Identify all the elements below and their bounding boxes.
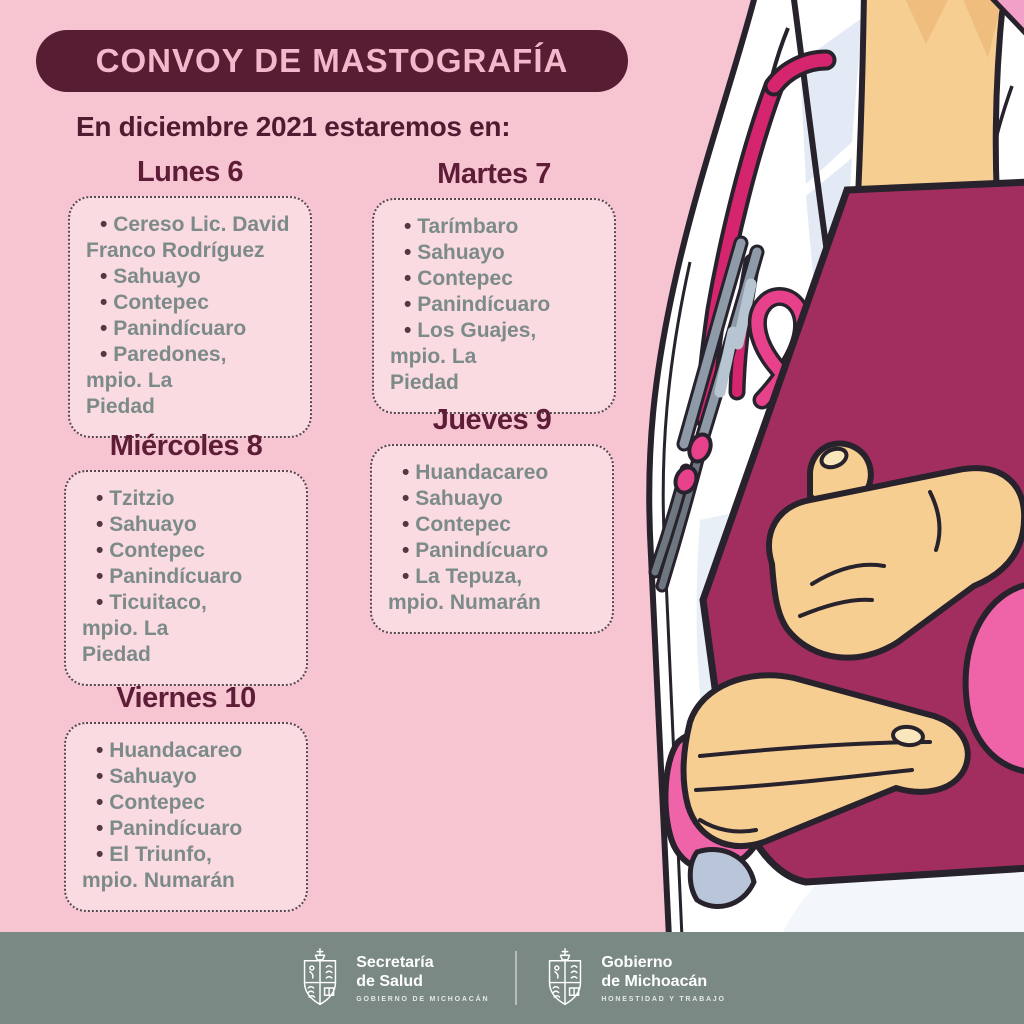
- location-item: • Contepec: [82, 538, 292, 564]
- location-item: • Panindícuaro: [388, 538, 598, 564]
- footer-bar: [0, 932, 1024, 1024]
- location-item: • Contepec: [86, 290, 296, 316]
- title-text: CONVOY DE MASTOGRAFÍA: [95, 42, 569, 79]
- gobierno-michoacan-logo: [543, 948, 725, 1008]
- locations-list: [68, 196, 312, 438]
- location-item: • Cereso Lic. David Franco Rodríguez: [86, 212, 296, 264]
- location-item: • La Tepuza, mpio. Numarán: [388, 564, 546, 616]
- secretaria-salud-logo: [298, 948, 489, 1008]
- michoacan-shield-icon: [298, 948, 342, 1008]
- location-item: • Contepec: [82, 790, 292, 816]
- day-label: Lunes 6: [136, 156, 244, 188]
- location-item: • Panindícuaro: [82, 564, 292, 590]
- doctor-illustration: [620, 0, 1024, 932]
- location-item: • Huandacareo: [82, 738, 292, 764]
- location-item: • Tarímbaro: [390, 214, 600, 240]
- location-item: • Contepec: [388, 512, 598, 538]
- day-card-jueves-9: [370, 404, 614, 634]
- logo-tagline: HONESTIDAD Y TRABAJO: [601, 996, 726, 1003]
- location-item: • Sahuayo: [390, 240, 600, 266]
- day-label: Jueves 9: [432, 404, 552, 436]
- locations-list: [64, 470, 308, 686]
- location-item: • Los Guajes, mpio. La Piedad: [390, 318, 548, 396]
- michoacan-shield-icon: [543, 948, 587, 1008]
- logo-divider: [515, 951, 517, 1005]
- day-label: Miércoles 8: [109, 430, 263, 462]
- location-item: • Tzitzio: [82, 486, 292, 512]
- location-item: • El Triunfo, mpio. Numarán: [82, 842, 240, 894]
- logo-name-line2: de Michoacán: [601, 973, 708, 990]
- locations-list: [370, 444, 614, 634]
- location-item: • Sahuayo: [388, 486, 598, 512]
- location-item: • Ticuitaco, mpio. La Piedad: [82, 590, 240, 668]
- location-item: • Sahuayo: [82, 512, 292, 538]
- day-label: Viernes 10: [116, 682, 256, 714]
- logo-name-line1: Gobierno: [601, 954, 673, 971]
- title-banner: [36, 30, 628, 92]
- day-label: Martes 7: [437, 158, 551, 190]
- day-card-miercoles-8: [64, 430, 308, 686]
- logo-name-line1: Secretaría: [356, 954, 434, 971]
- location-item: • Panindícuaro: [390, 292, 600, 318]
- locations-list: [372, 198, 616, 414]
- location-item: • Huandacareo: [388, 460, 598, 486]
- subtitle-text: En diciembre 2021 estaremos en:: [76, 111, 511, 142]
- location-item: • Contepec: [390, 266, 600, 292]
- location-item: • Paredones, mpio. La Piedad: [86, 342, 244, 420]
- location-item: • Panindícuaro: [82, 816, 292, 842]
- location-item: • Panindícuaro: [86, 316, 296, 342]
- locations-list: [64, 722, 308, 912]
- location-item: • Sahuayo: [82, 764, 292, 790]
- logo-name-line2: de Salud: [356, 973, 423, 990]
- day-card-martes-7: [372, 158, 616, 414]
- location-item: • Sahuayo: [86, 264, 296, 290]
- logo-tagline: GOBIERNO DE MICHOACÁN: [356, 996, 490, 1003]
- day-card-lunes-6: [68, 156, 312, 438]
- day-card-viernes-10: [64, 682, 308, 912]
